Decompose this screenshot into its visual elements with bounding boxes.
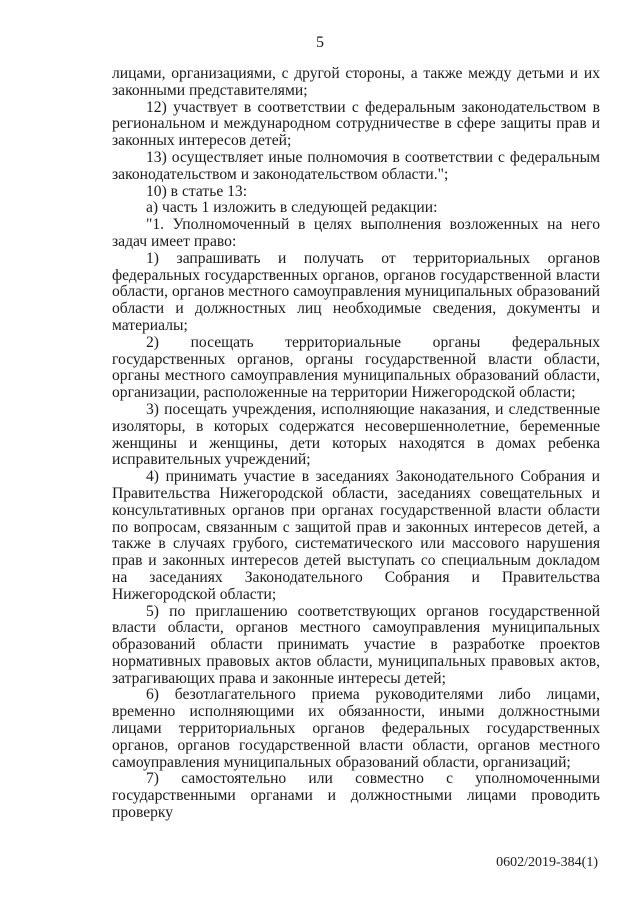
paragraph: 6) безотлагательного приема руководителями либо лицами, временно исполняющими их обязанности, иными должностными лицами территориальных органов федеральных государственных органов, органов государственной власти области, органов местного самоуправления муниципальных образований области, организаций; bbox=[112, 686, 600, 771]
paragraph: 3) посещать учреждения, исполняющие наказания, и следственные изоляторы, в которых содержатся несовершеннолетние, беременные женщины и женщины, дети которых находятся в домах ребенка исправительных учреждений; bbox=[112, 400, 600, 469]
page-number: 5 bbox=[316, 34, 324, 51]
paragraph: 1) запрашивать и получать от территориальных органов федеральных государственных органов, органов государственной власти области, органов местного самоуправления муниципальных образований области и должностных лиц необходимые сведения, документы и материалы; bbox=[112, 249, 600, 334]
document-code: 0602/2019-384(1) bbox=[496, 855, 598, 870]
paragraph: 12) участвует в соответствии с федеральным законодательством в региональном и международном сотрудничестве в сфере защиты прав и законных интересов детей; bbox=[112, 98, 600, 150]
paragraph: 5) по приглашению соответствующих органов государственной власти области, органов местного самоуправления муниципальных образований области принимать участие в разработке проектов нормативных правовых актов области, муниципальных правовых актов, затрагивающих права и законные интересы детей; bbox=[112, 602, 600, 687]
paragraph: 2) посещать территориальные органы федеральных государственных органов, органы государственной власти области, органы местного самоуправления муниципальных образований области, организации, расположенные на территории Нижегородской области; bbox=[112, 333, 600, 402]
paragraph: а) часть 1 изложить в следующей редакции: bbox=[146, 199, 438, 217]
paragraph: 7) самостоятельно или совместно с уполномоченными государственными органами и должностными лицами проводить проверку bbox=[112, 770, 600, 822]
paragraph: 10) в статье 13: bbox=[146, 182, 248, 200]
document-body bbox=[112, 66, 600, 822]
paragraph: 13) осуществляет иные полномочия в соответствии с федеральным законодательством и законодательством области."; bbox=[112, 148, 600, 183]
paragraph: 4) принимать участие в заседаниях Законодательного Собрания и Правительства Нижегородской области, заседаниях совещательных и консультативных органов при органах государственной власти области по вопросам, связанным с защитой прав и законных интересов детей, а также в случаях грубого, систематического или массового нарушения прав и законных интересов детей выступать со специальным докладом на заседаниях Законодательного Собрания и Правительства Нижегородской области; bbox=[112, 468, 600, 603]
paragraph: "1. Уполномоченный в целях выполнения возложенных на него задач имеет право: bbox=[112, 216, 600, 250]
paragraph: лицами, организациями, с другой стороны, а также между детьми и их законными представителями; bbox=[112, 65, 600, 99]
